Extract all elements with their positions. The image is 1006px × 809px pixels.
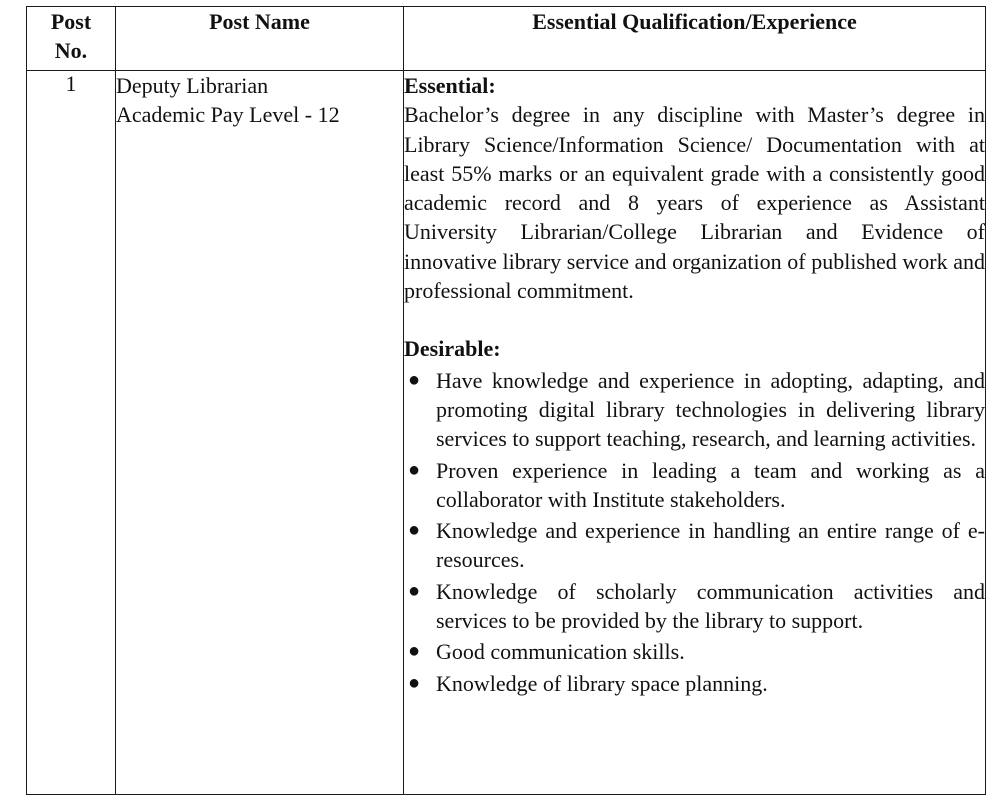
section-spacer [404, 305, 985, 334]
bullet-icon: ● [408, 458, 421, 481]
list-item [404, 456, 985, 515]
desirable-item-text: Knowledge and experience in handling an entire range of e-resources. [436, 518, 985, 573]
list-item [404, 577, 985, 636]
recruitment-table [26, 6, 986, 795]
desirable-item-text: Proven experience in leading a team and working as a collaborator with Institute stakeholders. [436, 457, 985, 512]
desirable-item-text: Good communication skills. [436, 639, 685, 665]
desirable-item-text: Knowledge of library space planning. [436, 670, 768, 696]
list-item [404, 637, 985, 666]
post-number-cell: 1 [27, 71, 116, 795]
table-header-row [27, 7, 986, 71]
essential-text: Bachelor’s degree in any discipline with Master’s degree in Library Science/Information Science/ Documentation with at least 55% marks or an equivalent grade with a consistently good academic record and 8 years of experience as Assistant University Librarian/College Librarian and Evidence of innovative library service and organization of published work and professional commitment. [404, 102, 985, 304]
desirable-list [404, 366, 985, 698]
post-name-cell [116, 71, 404, 795]
desirable-heading: Desirable: [404, 336, 501, 362]
bullet-icon: ● [408, 519, 421, 542]
desirable-item-text: Have knowledge and experience in adopting, adapting, and promoting digital library technologies in delivering library services to support teaching, research, and learning activities. [436, 367, 985, 452]
header-qualification: Essential Qualification/Experience [404, 7, 986, 71]
post-name-pay-level: Academic Pay Level - 12 [116, 102, 340, 127]
header-post-no [27, 7, 116, 71]
list-item [404, 669, 985, 698]
qualification-cell [404, 71, 986, 795]
list-item [404, 366, 985, 454]
bullet-icon: ● [408, 640, 421, 663]
post-name-title: Deputy Librarian [116, 73, 269, 98]
table-row [27, 71, 986, 795]
list-item [404, 516, 985, 575]
desirable-item-text: Knowledge of scholarly communication activities and services to be provided by the library to support. [436, 578, 985, 634]
header-post-no-line1: Post [50, 9, 92, 34]
bullet-icon: ● [408, 368, 421, 391]
header-post-no-line2: No. [54, 38, 88, 63]
bullet-icon: ● [408, 671, 421, 694]
header-post-name: Post Name [116, 7, 404, 71]
bullet-icon: ● [408, 579, 421, 602]
essential-heading: Essential: [404, 73, 496, 98]
